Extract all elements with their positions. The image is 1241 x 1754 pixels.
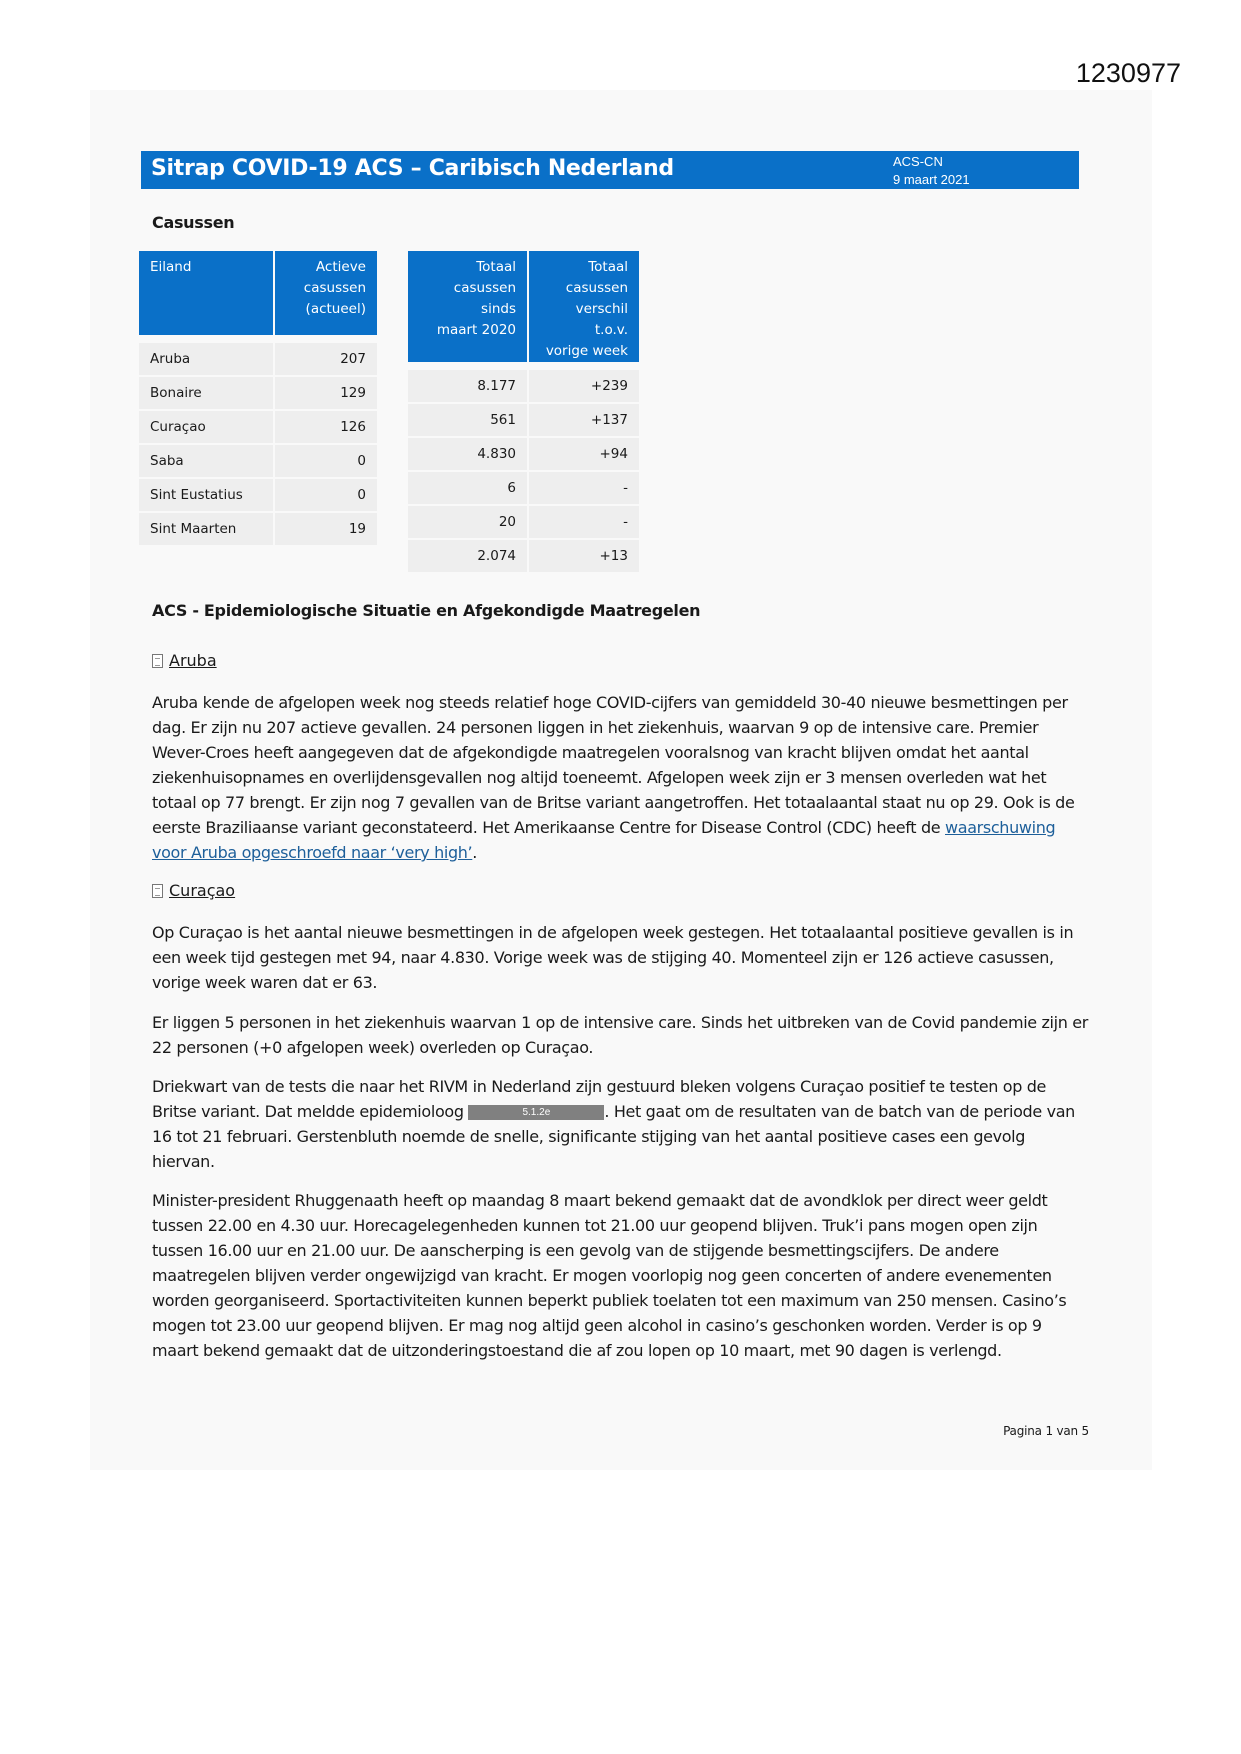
table-row [139,479,377,511]
redaction-block: 5.1.2e [468,1105,604,1120]
active-cases: 0 [275,445,377,477]
header-org: ACS-CN [893,154,943,169]
cases-heading: Casussen [152,213,235,232]
page-number: Pagina 1 van 5 [1003,1424,1089,1438]
epi-section-heading: ACS - Epidemiologische Situatie en Afgekondigde Maatregelen [152,601,701,620]
aruba-paragraph: Aruba kende de afgelopen week nog steeds relatief hoge COVID-cijfers van gemiddeld 30-40 nieuwe besmettingen per dag. Er zijn nu 207 actieve gevallen. 24 personen liggen in het ziekenhuis, waarvan 9 op de intensive care. Premier Wever-Croes heeft aangegeven dat de afgekondigde maatregelen vooralsnog van kracht blijven omdat het aantal ziekenhuisopnames en overlijdensgevallen nog altijd toeneemt. Afgelopen week zijn er 3 mensen overleden wat het totaal op 77 brengt. Er zijn nog 7 gevallen van de Britse variant aangetroffen. Het totaalaantal staat nu op 29. Ook is de eerste Braziliaanse variant geconstateerd. Het Amerikaanse Centre for Disease Control (CDC) heeft de waarschuwing voor Aruba opgeschroefd naar ‘very high’. [152,693,1075,862]
diff-cases: +137 [529,404,639,436]
table-row [408,404,639,436]
column-header-total: Totaal casussen sinds maart 2020 [408,251,527,362]
diff-cases: - [529,472,639,504]
table-row [408,472,639,504]
document-title: Sitrap COVID-19 ACS – Caribisch Nederland [151,156,674,181]
curacao-paragraph-2: Er liggen 5 personen in het ziekenhuis waarvan 1 op de intensive care. Sinds het uitbreken van de Covid pandemie zijn er 22 personen (+0 afgelopen week) overleden op Curaçao. [152,1013,1089,1057]
column-header-diff: Totaal casussen verschil t.o.v. vorige week [529,251,639,362]
island-name: Sint Eustatius [139,479,273,511]
active-cases: 129 [275,377,377,409]
curacao-paragraph-3: Driekwart van de tests die naar het RIVM in Nederland zijn gestuurd bleken volgens Curaçao positief te testen op de Britse variant. Dat meldde epidemioloog 5.1.2e . Het gaat om de resultaten van de batch van de periode van 16 tot 21 februari. Gerstenbluth noemde de snelle, significante stijging van het aantal positieve cases een gevolg hiervan. [152,1077,1075,1171]
column-header-active: Actieve casussen (actueel) [275,251,377,335]
table-row [139,513,377,545]
table-row [139,445,377,477]
column-header-island: Eiland [139,251,273,335]
aruba-heading [152,651,217,670]
total-cases: 561 [408,404,527,436]
table-row [139,377,377,409]
total-cases: 8.177 [408,370,527,402]
table-row [408,540,639,572]
curacao-paragraph-4: Minister-president Rhuggenaath heeft op maandag 8 maart bekend gemaakt dat de avondklok per direct weer geldt tussen 22.00 en 4.30 uur. Horecagelegenheden kunnen tot 21.00 uur geopend blijven. Truk’i pans mogen open zijn tussen 16.00 uur en 21.00 uur. De aanscherping is een gevolg van de stijgende besmettingscijfers. De andere maatregelen blijven verder ongewijzigd van kracht. Er mogen voorlopig nog geen concerten of andere evenementen worden georganiseerd. Sportactiviteiten kunnen beperkt publiek toelaten tot een maximum van 250 mensen. Casino’s mogen tot 23.00 uur geopend blijven. Er mag nog altijd geen alcohol in casino’s geschonken worden. Verder is op 9 maart bekend gemaakt dat de uitzonderingstoestand die af zou lopen op 10 maart, met 90 dagen is verlengd. [152,1191,1067,1360]
header-meta [893,153,970,189]
active-cases: 19 [275,513,377,545]
document-icon [152,654,163,668]
curacao-heading-label: Curaçao [169,881,236,900]
header-date: 9 maart 2021 [893,172,970,187]
diff-cases: +13 [529,540,639,572]
table-row [408,438,639,470]
cases-table-totals [406,249,641,574]
cdc-warning-link[interactable]: waarschuwing voor Aruba opgeschroefd naar ‘very high’ [152,818,1056,862]
aruba-heading-label: Aruba [169,651,217,670]
island-name: Sint Maarten [139,513,273,545]
island-name: Bonaire [139,377,273,409]
cases-table-active [137,249,379,547]
curacao-heading [152,881,235,900]
table-header-row [139,251,377,335]
island-name: Saba [139,445,273,477]
table-header-row [408,251,639,362]
island-name: Aruba [139,343,273,375]
total-cases: 2.074 [408,540,527,572]
table-row [139,411,377,443]
total-cases: 4.830 [408,438,527,470]
document-icon [152,884,163,898]
diff-cases: +239 [529,370,639,402]
total-cases: 6 [408,472,527,504]
island-name: Curaçao [139,411,273,443]
table-row [408,506,639,538]
active-cases: 0 [275,479,377,511]
diff-cases: - [529,506,639,538]
diff-cases: +94 [529,438,639,470]
total-cases: 20 [408,506,527,538]
active-cases: 126 [275,411,377,443]
active-cases: 207 [275,343,377,375]
table-row [408,370,639,402]
table-row [139,343,377,375]
document-number: 1230977 [1075,58,1181,88]
curacao-paragraph-1: Op Curaçao is het aantal nieuwe besmettingen in de afgelopen week gestegen. Het totaalaantal positieve gevallen is in een week tijd gestegen met 94, naar 4.830. Vorige week was de stijging 40. Momenteel zijn er 126 actieve casussen, vorige week waren dat er 63. [152,923,1074,992]
title-bar [141,151,1079,189]
